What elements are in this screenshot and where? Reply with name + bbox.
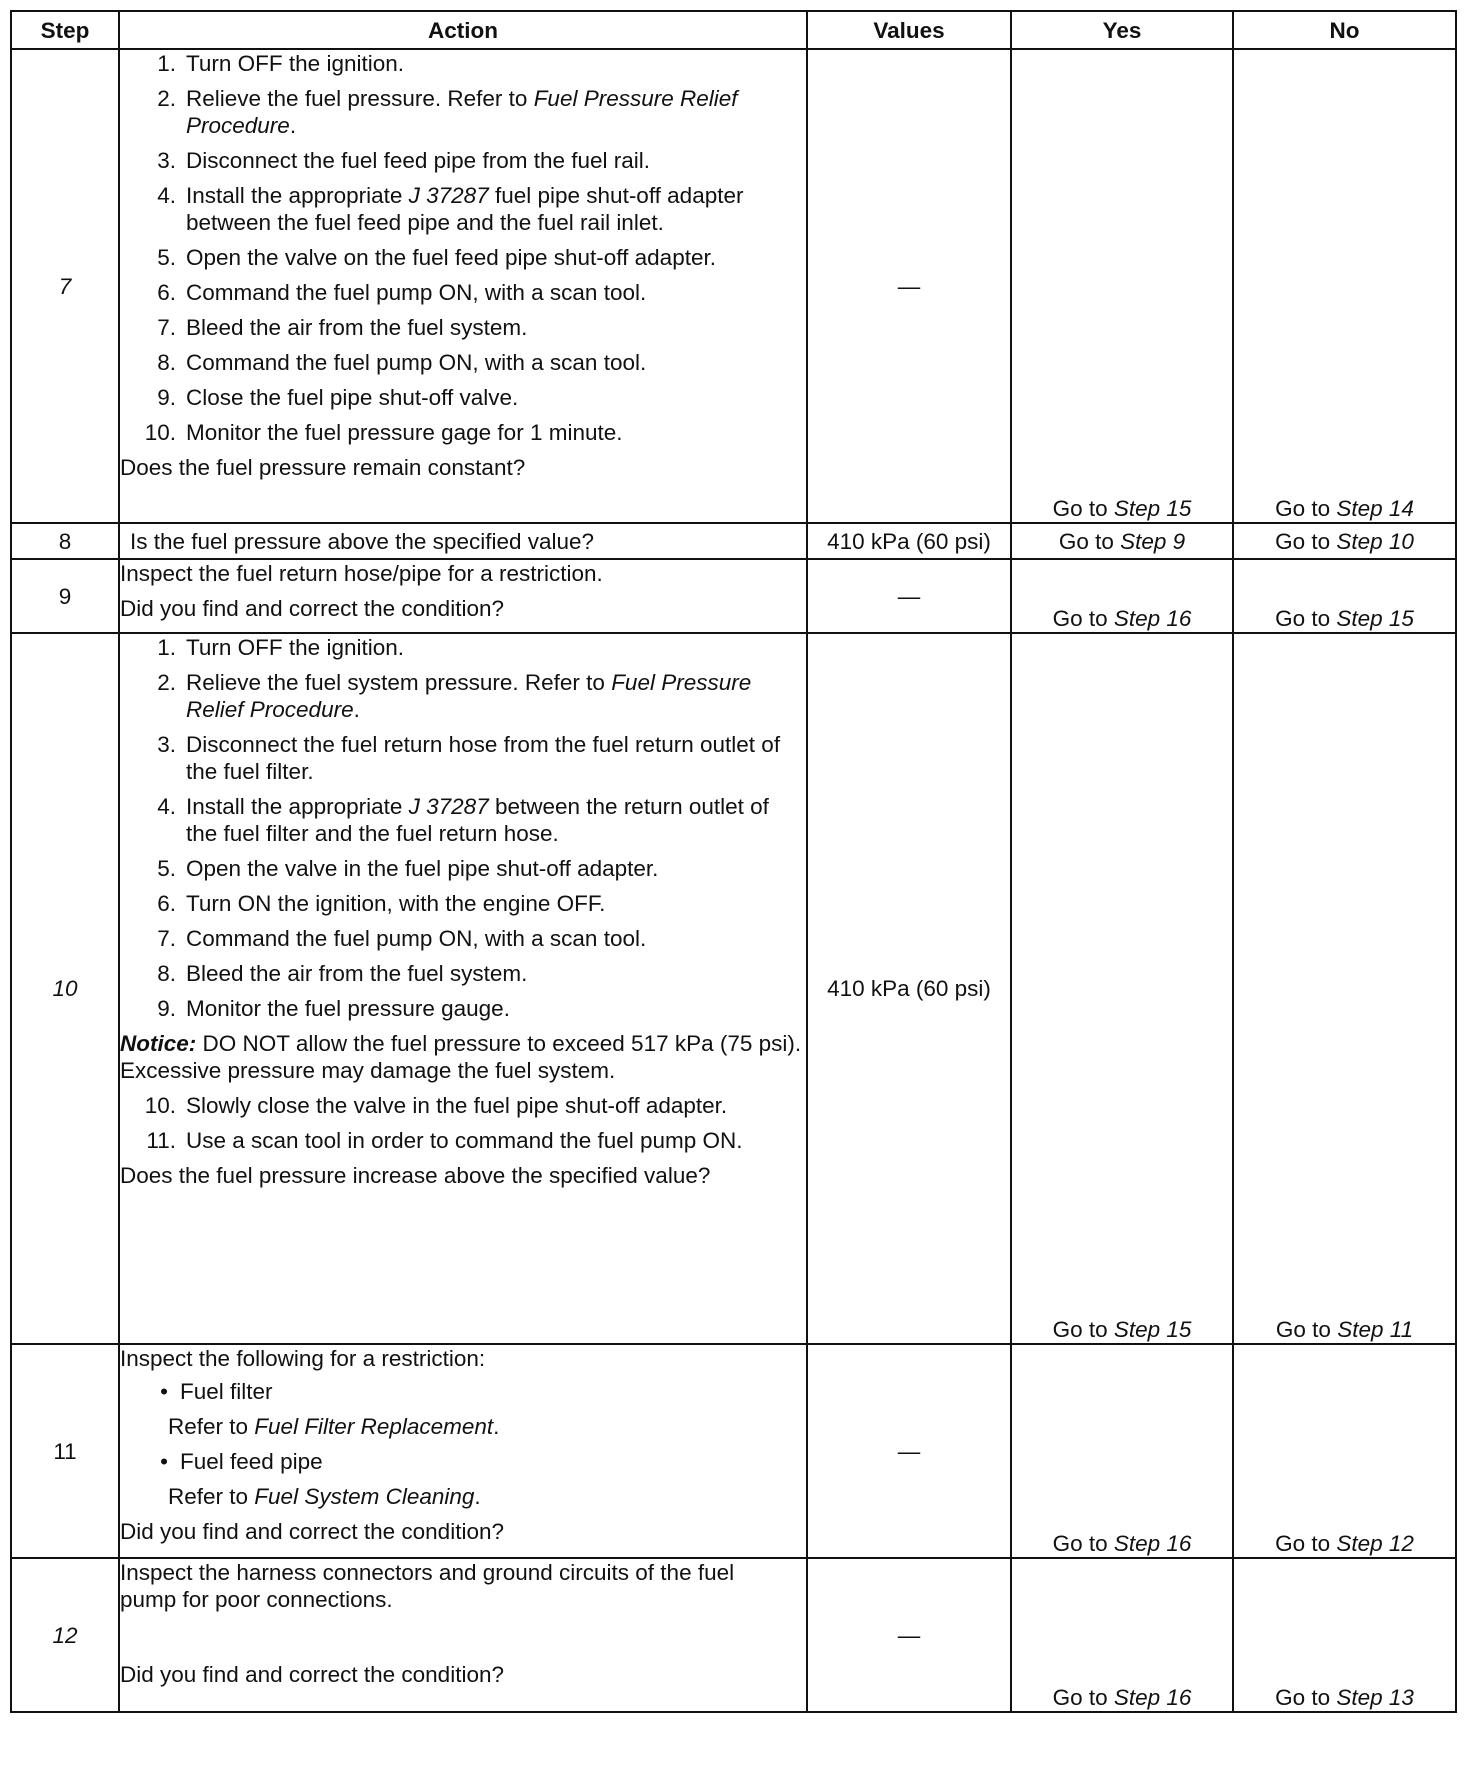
bullet: • (160, 1449, 168, 1474)
value-cell: 410 kPa (60 psi) (807, 633, 1011, 1344)
go-to-prefix: Go to (1058, 528, 1114, 554)
item-number: 8. (157, 961, 176, 986)
list-item (120, 244, 806, 271)
header-values: Values (807, 11, 1011, 49)
item-number: 3. (157, 148, 176, 173)
instruction: Inspect the fuel return hose/pipe for a restriction. (120, 561, 603, 586)
item-number: 3. (157, 732, 176, 757)
step-link[interactable]: Step 12 (1336, 1531, 1414, 1556)
punctuation: . (493, 1414, 500, 1439)
value-cell: — (807, 559, 1011, 633)
table-row (11, 49, 1456, 523)
reference-link[interactable]: Fuel System Cleaning (254, 1484, 475, 1509)
item-text (186, 855, 806, 882)
go-to-prefix: Go to (1052, 606, 1108, 631)
tool-number: J 37287 (408, 183, 489, 208)
question: Is the fuel pressure above the specified value? (130, 528, 595, 554)
step-number: 10 (11, 633, 119, 1344)
text-segment: Turn ON the ignition, with the engine OFF. (186, 891, 606, 916)
tool-number: J 37287 (408, 794, 489, 819)
item-number: 9. (157, 385, 176, 410)
go-to-prefix: Go to (1052, 1317, 1108, 1342)
refer-text: Refer to (168, 1414, 255, 1439)
value-cell: 410 kPa (60 psi) (807, 523, 1011, 559)
no-cell[interactable] (1233, 49, 1456, 523)
item-number: 11. (146, 1128, 176, 1153)
text-segment: Relieve the fuel pressure. Refer to (186, 86, 534, 111)
step-number: 11 (11, 1344, 119, 1558)
question: Did you find and correct the condition? (120, 1519, 504, 1544)
diagnostic-table (10, 10, 1457, 1713)
step-link[interactable]: Step 10 (1336, 528, 1414, 554)
list-item (120, 85, 806, 139)
item-text (186, 85, 806, 139)
item-text (186, 960, 806, 987)
table-row (11, 523, 1456, 559)
notice-text: DO NOT allow the fuel pressure to exceed 517 kPa (75 psi). Excessive pressure may damage the fuel system. (120, 1031, 802, 1083)
yes-cell[interactable] (1011, 633, 1233, 1344)
step-number: 8 (11, 523, 119, 559)
action-cell (119, 633, 807, 1344)
list-item (120, 925, 806, 952)
list-item (120, 1378, 806, 1405)
action-cell (119, 1558, 807, 1712)
notice (120, 1030, 806, 1084)
list-item (120, 419, 806, 446)
reference (120, 1413, 806, 1440)
list-item (120, 279, 806, 306)
action-cell (119, 523, 807, 559)
item-text (186, 147, 806, 174)
list-item (120, 960, 806, 987)
text-segment: Turn OFF the ignition. (186, 635, 405, 660)
go-to-prefix: Go to (1052, 1685, 1108, 1710)
action-cell (119, 1344, 807, 1558)
item-text (186, 1092, 806, 1119)
item-text (186, 731, 806, 785)
item-number: 9. (157, 996, 176, 1021)
list-item (120, 793, 806, 847)
text-segment: Use a scan tool in order to command the fuel pump ON. (186, 1128, 743, 1153)
item-number: 10. (144, 420, 176, 445)
value-cell: — (807, 1558, 1011, 1712)
no-cell[interactable] (1233, 633, 1456, 1344)
item-text (186, 244, 806, 271)
item-number: 1. (157, 51, 176, 76)
list-item (120, 855, 806, 882)
list-item (120, 1127, 806, 1154)
text-segment: between the return outlet of the fuel filter and the fuel return hose. (186, 794, 769, 846)
item-number: 2. (157, 670, 176, 695)
step-link[interactable]: Step 14 (1336, 496, 1414, 521)
list-item (120, 634, 806, 661)
list-item (120, 669, 806, 723)
step-link[interactable]: Step 11 (1337, 1317, 1414, 1342)
text-segment: Close the fuel pipe shut-off valve. (186, 385, 519, 410)
item-text (186, 890, 806, 917)
question: Does the fuel pressure increase above the specified value? (120, 1163, 711, 1188)
instruction: Inspect the harness connectors and ground circuits of the fuel pump for poor connections. (120, 1560, 735, 1612)
step-number: 9 (11, 559, 119, 633)
step-link[interactable]: Step 9 (1120, 528, 1186, 554)
no-cell[interactable] (1233, 1344, 1456, 1558)
step-link[interactable]: Step 15 (1113, 1317, 1192, 1342)
item-text (186, 1127, 806, 1154)
punctuation: . (353, 697, 360, 722)
item-number: 4. (157, 794, 176, 819)
procedure-list (120, 1092, 806, 1154)
yes-cell[interactable] (1011, 1558, 1233, 1712)
header-row (11, 11, 1456, 49)
go-to-prefix: Go to (1275, 528, 1331, 554)
item-label: Fuel feed pipe (180, 1449, 323, 1474)
go-to-prefix: Go to (1275, 1685, 1331, 1710)
go-to-prefix: Go to (1275, 606, 1331, 631)
text-segment: Bleed the air from the fuel system. (186, 315, 528, 340)
item-number: 6. (157, 891, 176, 916)
item-text (186, 384, 806, 411)
list-item (120, 1448, 806, 1475)
item-number: 7. (157, 315, 176, 340)
list-item (120, 731, 806, 785)
text-segment: Monitor the fuel pressure gage for 1 minute. (186, 420, 623, 445)
list-item (120, 384, 806, 411)
item-text (186, 279, 806, 306)
item-number: 10. (144, 1093, 176, 1118)
text-segment: Relieve the fuel system pressure. Refer to (186, 670, 612, 695)
procedure-list (120, 634, 806, 1022)
text-segment: Turn OFF the ignition. (186, 51, 405, 76)
item-text (186, 995, 806, 1022)
notice-label: Notice: (120, 1031, 197, 1056)
item-text (186, 793, 806, 847)
inspection-list (120, 1448, 806, 1475)
go-to-prefix: Go to (1275, 1531, 1331, 1556)
text-segment: Monitor the fuel pressure gauge. (186, 996, 510, 1021)
text-segment: Slowly close the valve in the fuel pipe shut-off adapter. (186, 1093, 728, 1118)
reference-link[interactable]: Fuel Filter Replacement (254, 1414, 494, 1439)
item-label: Fuel filter (180, 1379, 273, 1404)
text-segment: Command the fuel pump ON, with a scan tool. (186, 350, 647, 375)
procedure-list (120, 50, 806, 446)
text-segment: Disconnect the fuel feed pipe from the fuel rail. (186, 148, 651, 173)
item-number: 1. (157, 635, 176, 660)
list-item (120, 314, 806, 341)
table-row (11, 633, 1456, 1344)
header-step: Step (11, 11, 119, 49)
list-item (120, 890, 806, 917)
list-item (120, 995, 806, 1022)
text-segment: Command the fuel pump ON, with a scan tool. (186, 280, 647, 305)
punctuation: . (474, 1484, 481, 1509)
item-number: 5. (157, 245, 176, 270)
item-number: 8. (157, 350, 176, 375)
item-number: 5. (157, 856, 176, 881)
item-text (186, 50, 806, 77)
list-item (120, 147, 806, 174)
reference (120, 1483, 806, 1510)
question: Does the fuel pressure remain constant? (120, 455, 526, 480)
go-to-prefix: Go to (1275, 1317, 1331, 1342)
list-item (120, 1092, 806, 1119)
item-number: 4. (157, 183, 176, 208)
reference-link[interactable]: Fuel Pressure Relief Procedure (186, 670, 752, 722)
item-number: 2. (157, 86, 176, 111)
action-cell (119, 49, 807, 523)
no-cell[interactable] (1233, 1558, 1456, 1712)
step-link[interactable]: Step 13 (1336, 1685, 1414, 1710)
list-item (120, 349, 806, 376)
go-to-prefix: Go to (1052, 496, 1108, 521)
item-text (186, 925, 806, 952)
item-text (186, 314, 806, 341)
step-link[interactable]: Step 16 (1113, 606, 1192, 631)
text-segment: Open the valve in the fuel pipe shut-off adapter. (186, 856, 659, 881)
item-number: 6. (157, 280, 176, 305)
instruction: Inspect the following for a restriction: (120, 1346, 486, 1371)
action-cell (119, 559, 807, 633)
list-item (120, 182, 806, 236)
item-number: 7. (157, 926, 176, 951)
header-action: Action (119, 11, 807, 49)
bullet: • (160, 1379, 168, 1404)
text-segment: Install the appropriate (186, 794, 409, 819)
header-yes: Yes (1011, 11, 1233, 49)
item-text (186, 419, 806, 446)
text-segment: Command the fuel pump ON, with a scan tool. (186, 926, 647, 951)
step-number: 7 (11, 49, 119, 523)
text-segment: Open the valve on the fuel feed pipe shut-off adapter. (186, 245, 716, 270)
step-link[interactable]: Step 16 (1113, 1531, 1192, 1556)
text-segment: Disconnect the fuel return hose from the fuel return outlet of the fuel filter. (186, 732, 781, 784)
punctuation: . (289, 113, 297, 138)
text-segment: Bleed the air from the fuel system. (186, 961, 528, 986)
table-row (11, 1558, 1456, 1712)
question: Did you find and correct the condition? (120, 596, 504, 621)
step-link[interactable]: Step 15 (1113, 496, 1192, 521)
header-no: No (1233, 11, 1456, 49)
step-link[interactable]: Step 16 (1113, 1685, 1192, 1710)
step-link[interactable]: Step 15 (1336, 606, 1414, 631)
item-text (186, 634, 806, 661)
text-segment: fuel pipe shut-off adapter between the fuel feed pipe and the fuel rail inlet. (186, 183, 744, 235)
item-text (186, 349, 806, 376)
step-number: 12 (11, 1558, 119, 1712)
reference-link[interactable]: Fuel Pressure Relief Procedure (186, 86, 738, 138)
no-cell[interactable] (1233, 523, 1456, 559)
yes-cell[interactable] (1011, 523, 1233, 559)
value-cell: — (807, 1344, 1011, 1558)
yes-cell[interactable] (1011, 559, 1233, 633)
no-cell[interactable] (1233, 559, 1456, 633)
value-cell: — (807, 49, 1011, 523)
text-segment: Install the appropriate (186, 183, 409, 208)
item-text (186, 669, 806, 723)
yes-cell[interactable] (1011, 49, 1233, 523)
table-row (11, 1344, 1456, 1558)
inspection-list (120, 1378, 806, 1405)
question: Did you find and correct the condition? (120, 1662, 504, 1687)
refer-text: Refer to (168, 1484, 255, 1509)
list-item (120, 50, 806, 77)
go-to-prefix: Go to (1052, 1531, 1108, 1556)
item-text (186, 182, 806, 236)
go-to-prefix: Go to (1275, 496, 1331, 521)
yes-cell[interactable] (1011, 1344, 1233, 1558)
table-row (11, 559, 1456, 633)
